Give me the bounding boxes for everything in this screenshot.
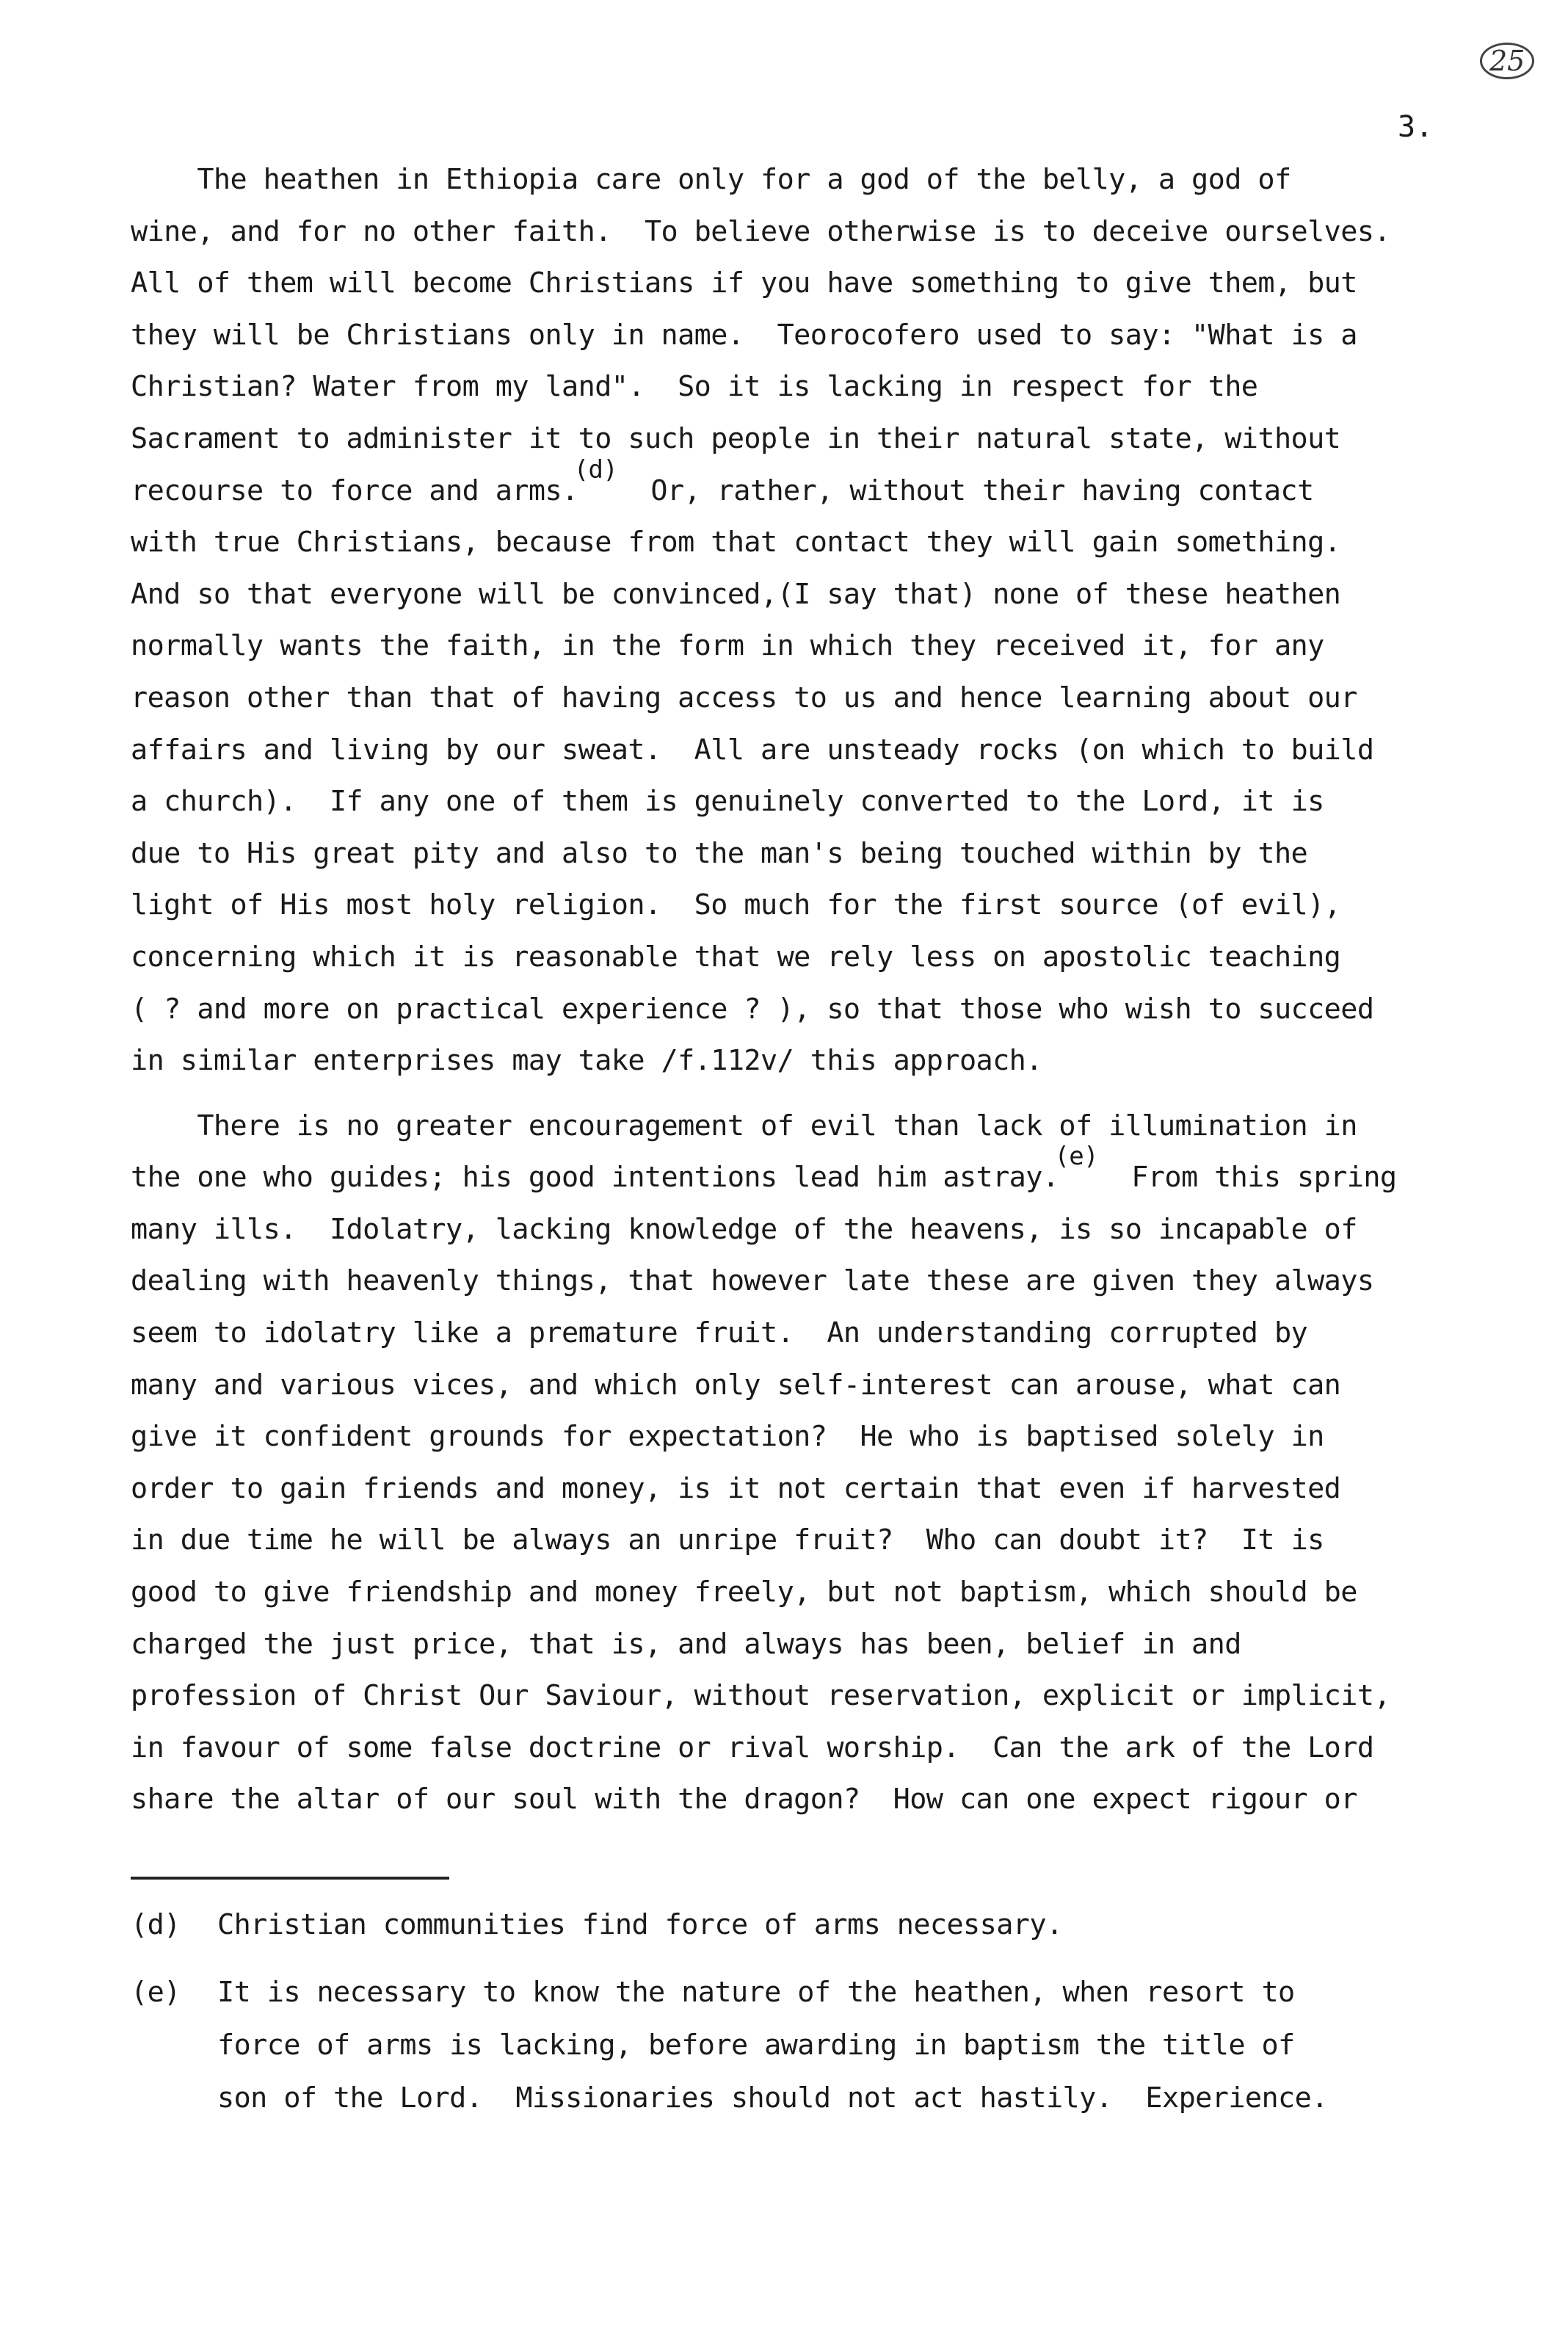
footnotes — [131, 1899, 1489, 2125]
text-line: dealing with heavenly things, that however late these are given they always — [131, 1264, 1374, 1298]
text-segment: Or, rather, without their having contact — [617, 474, 1314, 507]
text-line: concerning which it is reasonable that we rely less on apostolic teaching — [131, 940, 1341, 974]
text-line: a church). If any one of them is genuinely converted to the Lord, it is — [131, 785, 1324, 819]
text-line: There is no greater encouragement of evil than lack of illumination in — [131, 1109, 1357, 1142]
page-number: 3. — [1398, 110, 1434, 144]
text-line: Christian? Water from my land". So it is lacking in respect for the — [131, 370, 1258, 404]
text-line: due to His great pity and also to the man's being touched within by the — [131, 836, 1308, 870]
text-segment: the one who guides; his good intentions lead him astray. — [131, 1161, 1059, 1195]
text-line: seem to idolatry like a premature fruit. An understanding corrupted by — [131, 1316, 1308, 1350]
text-line: wine, and for no other faith. To believe otherwise is to deceive ourselves. — [131, 214, 1391, 248]
text-line: force of arms is lacking, before awarding in baptism the title of — [217, 2029, 1295, 2062]
footnote-text — [217, 1966, 1328, 2125]
text-segment: recourse to force and arms. — [131, 474, 578, 507]
text-line: share the altar of our soul with the dragon? How can one expect rigour or — [131, 1783, 1357, 1816]
body-text — [131, 154, 1489, 1826]
footnote-d — [131, 1899, 1489, 1952]
text-line: Christian communities find force of arms necessary. — [217, 1908, 1063, 1941]
text-line: good to give friendship and money freely, but not baptism, which should be — [131, 1576, 1357, 1609]
text-line — [131, 454, 1489, 518]
text-line: with true Christians, because from that contact they will gain something. — [131, 526, 1341, 559]
text-segment: From this spring — [1098, 1161, 1397, 1195]
footnote-text — [217, 1899, 1063, 1952]
footnote-e — [131, 1966, 1489, 2125]
text-line: normally wants the faith, in the form in which they received it, for any — [131, 629, 1324, 663]
paragraph-2 — [131, 1101, 1489, 1826]
text-line: many and various vices, and which only self-interest can arouse, what can — [131, 1368, 1341, 1402]
text-line: many ills. Idolatry, lacking knowledge of the heavens, is so incapable of — [131, 1212, 1357, 1246]
footnote-marker-e: (e) — [1054, 1142, 1099, 1172]
archive-folio-mark: 25 — [1480, 43, 1534, 79]
text-line: The heathen in Ethiopia care only for a god of the belly, a god of — [131, 163, 1291, 196]
footnote-label: (e) — [131, 1976, 181, 2009]
text-line: order to gain friends and money, is it not certain that even if harvested — [131, 1471, 1341, 1505]
text-line: And so that everyone will be convinced,(I say that) none of these heathen — [131, 577, 1341, 611]
footnote-label: (d) — [131, 1908, 181, 1941]
paragraph-spacer — [131, 1087, 1489, 1101]
text-line: give it confident grounds for expectation? He who is baptised solely in — [131, 1420, 1324, 1454]
text-line: affairs and living by our sweat. All are unsteady rocks (on which to build — [131, 733, 1374, 767]
text-line: It is necessary to know the nature of the heathen, when resort to — [217, 1976, 1295, 2009]
text-line: they will be Christians only in name. Teorocofero used to say: "What is a — [131, 318, 1357, 352]
text-line: in similar enterprises may take /f.112v/ this approach. — [131, 1044, 1042, 1078]
text-line — [131, 1142, 1489, 1204]
text-line: reason other than that of having access to us and hence learning about our — [131, 681, 1357, 714]
footnote-divider — [131, 1877, 449, 1880]
text-line: in due time he will be always an unripe fruit? Who can doubt it? It is — [131, 1523, 1324, 1557]
text-line: ( ? and more on practical experience ? ), so that those who wish to succeed — [131, 992, 1374, 1026]
text-line: charged the just price, that is, and always has been, belief in and — [131, 1627, 1241, 1661]
text-line: son of the Lord. Missionaries should not act hastily. Experience. — [217, 2081, 1328, 2115]
text-line: All of them will become Christians if you have something to give them, but — [131, 267, 1357, 300]
paragraph-1 — [131, 154, 1489, 1087]
text-line: light of His most holy religion. So much for the first source (of evil), — [131, 888, 1341, 922]
text-line: Sacrament to administer it to such people in their natural state, without — [131, 421, 1341, 455]
text-line: in favour of some false doctrine or rival worship. Can the ark of the Lord — [131, 1731, 1374, 1764]
footnote-marker-d: (d) — [573, 454, 618, 485]
text-line: profession of Christ Our Saviour, without reservation, explicit or implicit, — [131, 1679, 1391, 1713]
